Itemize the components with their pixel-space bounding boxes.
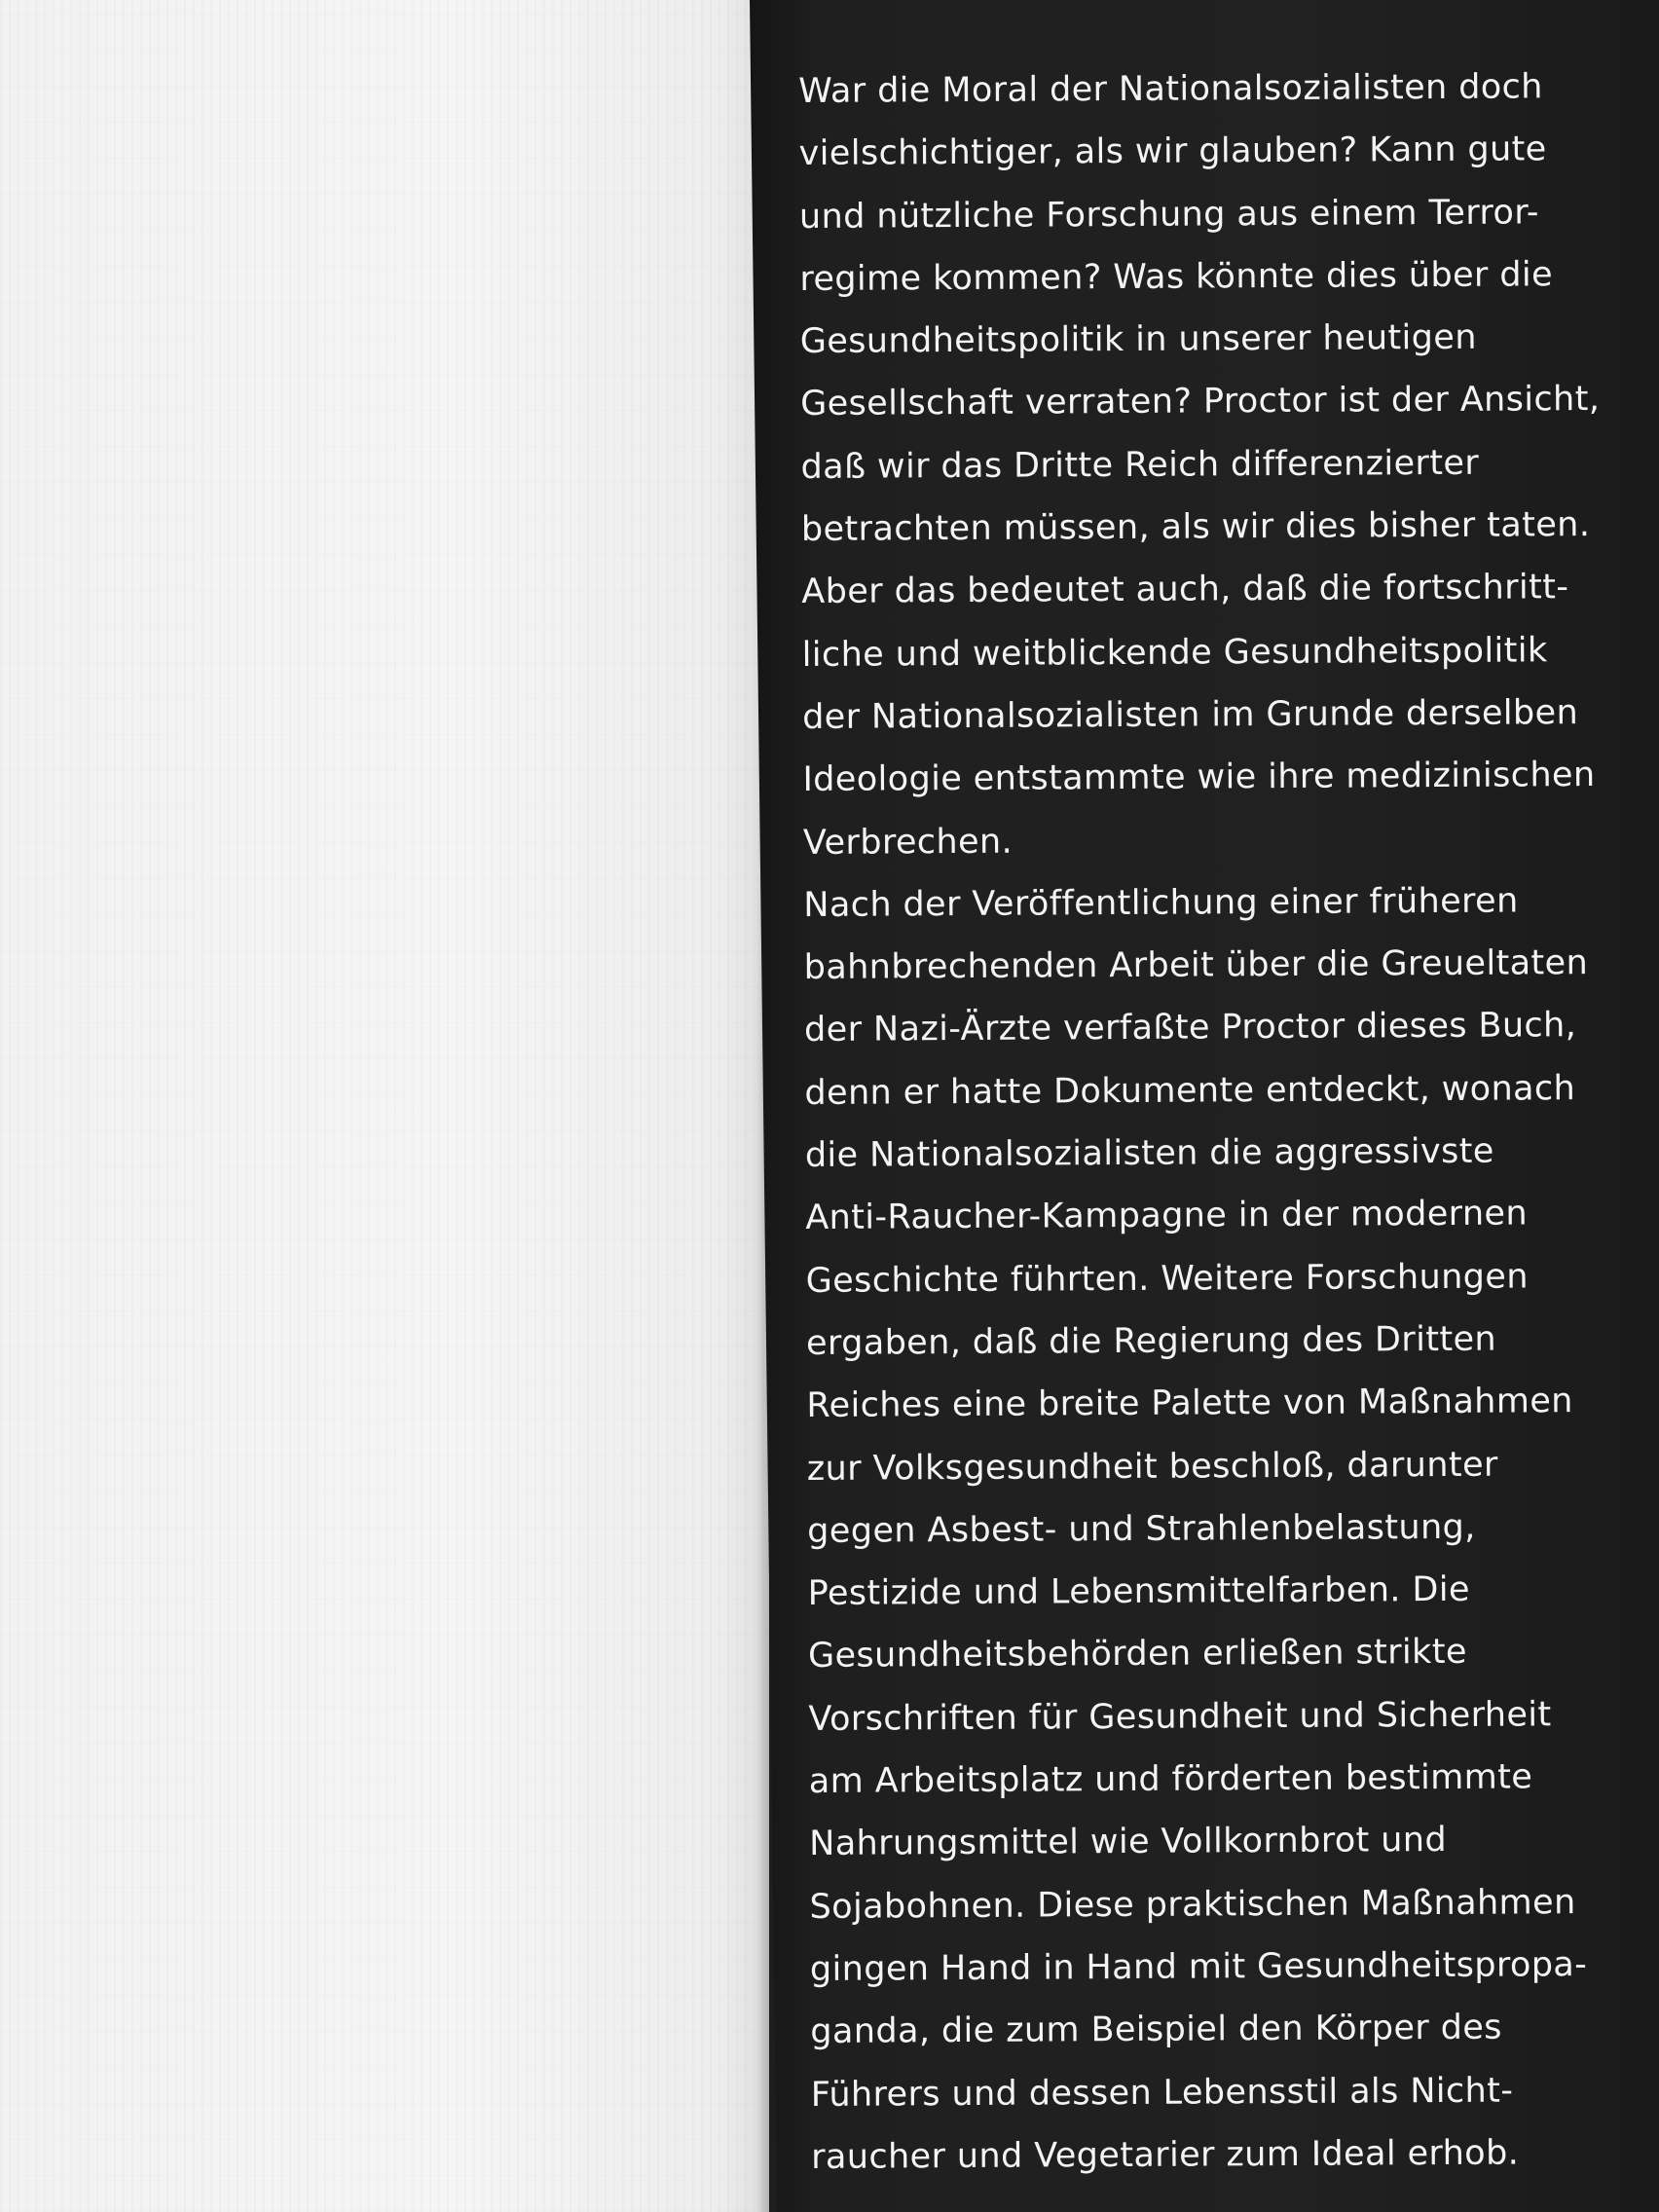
text-line: am Arbeitsplatz und förderten bestimmte: [808, 1757, 1533, 1801]
text-line: Aber das bedeutet auch, daß die fortschritt-: [801, 568, 1569, 612]
text-line: Führers und dessen Lebensstil als Nicht-: [810, 2071, 1514, 2115]
text-line: ganda, die zum Beispiel den Körper des: [810, 2008, 1502, 2052]
text-line: raucher und Vegetarier zum Ideal erhob.: [811, 2133, 1520, 2177]
text-line: denn er hatte Dokumente entdeckt, wonach: [804, 1068, 1576, 1113]
text-line: War die Moral der Nationalsozialisten doch: [798, 67, 1543, 111]
text-line: der Nationalsozialisten im Grunde derselben: [802, 693, 1579, 737]
blurb-text-column: [798, 55, 1619, 2189]
text-line: die Nationalsozialisten die aggressivste: [804, 1131, 1494, 1176]
text-line: Anti-Raucher-Kampagne in der modernen: [805, 1194, 1529, 1238]
text-line: daß wir das Dritte Reich differenzierter: [800, 443, 1480, 487]
text-line: Vorschriften für Gesundheit und Sicherheit: [808, 1695, 1552, 1739]
text-line: Ideologie entstammte wie ihre medizinischen: [802, 756, 1596, 800]
text-line: Geschichte führten. Weitere Forschungen: [805, 1257, 1529, 1301]
text-line: vielschichtiger, als wir glauben? Kann gute: [798, 129, 1547, 174]
text-line: Reiches eine breite Palette von Maßnahmen: [806, 1382, 1573, 1426]
text-line: betrachten müssen, als wir dies bisher taten.: [800, 505, 1591, 550]
text-line: bahnbrechenden Arbeit über die Greueltaten: [803, 943, 1589, 988]
text-line: regime kommen? Was könnte dies über die: [799, 255, 1554, 299]
text-line: Nahrungsmittel wie Vollkornbrot und: [809, 1821, 1448, 1864]
text-line: zur Volksgesundheit beschloß, darunter: [806, 1445, 1498, 1489]
text-line: Pestizide und Lebensmittelfarben. Die: [807, 1569, 1470, 1614]
text-line: gegen Asbest- und Strahlenbelastung,: [807, 1507, 1476, 1551]
text-line: Sojabohnen. Diese praktischen Maßnahmen: [809, 1882, 1576, 1927]
text-line: Gesundheitsbehörden erließen strikte: [807, 1633, 1467, 1677]
text-line: gingen Hand in Hand mit Gesundheitspropa-: [809, 1944, 1588, 1989]
text-line: Gesundheitspolitik in unserer heutigen: [799, 317, 1477, 362]
text-line: Nach der Veröffentlichung einer früheren: [803, 881, 1519, 925]
text-line: liche und weitblickende Gesundheitspolitik: [801, 630, 1548, 675]
text-line: ergaben, daß die Regierung des Dritten: [805, 1319, 1497, 1363]
left-blank-page: [0, 0, 769, 2212]
text-line: der Nazi-Ärzte verfaßte Proctor dieses Buch,: [803, 1006, 1577, 1051]
text-line: und nützliche Forschung aus einem Terror-: [798, 192, 1539, 237]
text-line: Verbrechen.: [802, 822, 1014, 863]
text-line: Gesellschaft verraten? Proctor ist der Ansicht,: [800, 380, 1601, 424]
